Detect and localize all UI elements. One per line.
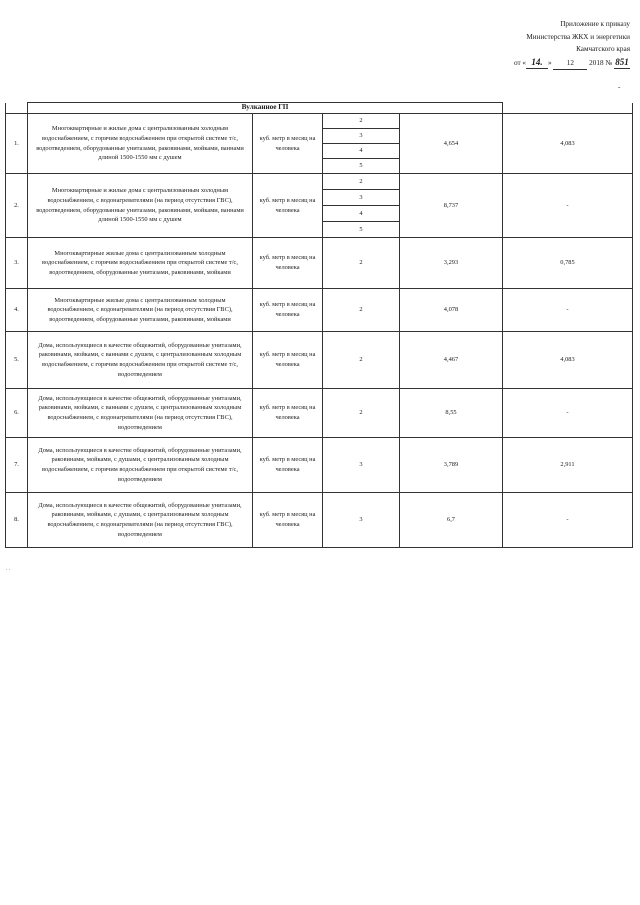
order-year: 2018 № <box>589 58 613 67</box>
housing-type-description: Многоквартирные и жилые дома с централизованным холодным водоснабжением, с горячим водоснабжением при открытой системе т/с, водоотведением, оборудованные унитазами, раковинами, мойками, ваннами длиной 1500-1550 мм с душем <box>28 114 253 174</box>
norm-value-2: - <box>503 174 633 238</box>
persons-count: 5 <box>323 222 400 238</box>
persons-count: 2 <box>323 389 400 438</box>
norm-value-1: 3,293 <box>400 238 503 289</box>
persons-count: 5 <box>323 159 400 174</box>
norms-table <box>5 102 633 548</box>
row-number: 8. <box>6 493 28 548</box>
table-row <box>6 438 633 493</box>
document-header <box>514 18 630 70</box>
norm-value-1: 6,7 <box>400 493 503 548</box>
persons-count: 2 <box>323 332 400 389</box>
persons-count: 2 <box>323 174 400 190</box>
norm-value-2: 2,911 <box>503 438 633 493</box>
persons-count: 4 <box>323 206 400 222</box>
unit-of-measure: куб. метр в месяц на человека <box>253 438 323 493</box>
norm-value-2: - <box>503 389 633 438</box>
persons-count: 3 <box>323 438 400 493</box>
persons-count: 3 <box>323 493 400 548</box>
order-number: 851 <box>614 56 630 70</box>
norm-value-2: 4,083 <box>503 332 633 389</box>
spacer-cell <box>6 103 28 114</box>
housing-type-description: Многоквартирные жилые дома с централизованным холодным водоснабжением, с водонагревателями (на период отсутствия ГВС), водоотведением, оборудованные унитазами, раковинами, мойками <box>28 289 253 332</box>
spacer-cell <box>503 103 633 114</box>
date-prefix: от <box>513 58 521 67</box>
section-title: Вулканное ГП <box>28 103 503 114</box>
table-row <box>6 114 633 129</box>
header-line-2: Министерства ЖКХ и энергетики <box>526 32 630 41</box>
housing-type-description: Дома, использующиеся в качестве общежитий, оборудованные унитазами, раковинами, мойками, с ваннами с душем, с централизованным холодным водоснабжением, с горячим водоснабжением при открытой системе т/с, водоотведением <box>28 332 253 389</box>
housing-type-description: Дома, использующиеся в качестве общежитий, оборудованные унитазами, раковинами, мойками, с душами, с централизованным холодным водоснабжением, с горячим водоснабжением при открытой системе т/с, водоотведением <box>28 438 253 493</box>
header-line-1: Приложение к приказу <box>560 20 630 28</box>
norm-value-2: - <box>503 289 633 332</box>
margin-mark: - <box>618 83 621 91</box>
norm-value-2: 0,785 <box>503 238 633 289</box>
row-number: 6. <box>6 389 28 438</box>
table-row <box>6 289 633 332</box>
table-row <box>6 389 633 438</box>
order-day: 14. <box>526 56 548 70</box>
norm-value-2: 4,083 <box>503 114 633 174</box>
norm-value-2: - <box>503 493 633 548</box>
unit-of-measure: куб. метр в месяц на человека <box>253 332 323 389</box>
norm-value-1: 4,467 <box>400 332 503 389</box>
row-number: 2. <box>6 174 28 238</box>
section-row <box>6 103 633 114</box>
persons-count: 2 <box>323 114 400 129</box>
row-number: 3. <box>6 238 28 289</box>
norm-value-1: 8,737 <box>400 174 503 238</box>
table-row <box>6 238 633 289</box>
table-row <box>6 332 633 389</box>
order-month: 12 <box>553 57 587 71</box>
persons-count: 2 <box>323 238 400 289</box>
unit-of-measure: куб. метр в месяц на человека <box>253 493 323 548</box>
norm-value-1: 8,55 <box>400 389 503 438</box>
table-row <box>6 174 633 190</box>
unit-of-measure: куб. метр в месяц на человека <box>253 174 323 238</box>
footer-mark: . . <box>6 566 11 572</box>
persons-count: 2 <box>323 289 400 332</box>
persons-count: 4 <box>323 144 400 159</box>
row-number: 4. <box>6 289 28 332</box>
norm-value-1: 4,078 <box>400 289 503 332</box>
row-number: 1. <box>6 114 28 174</box>
housing-type-description: Дома, использующиеся в качестве общежитий, оборудованные унитазами, раковинами, мойками, с душами, с централизованным холодным водоснабжением, с водонагревателями (на период отсутствия ГВС), водоотведением <box>28 493 253 548</box>
table-row <box>6 493 633 548</box>
persons-count: 3 <box>323 129 400 144</box>
order-date-line: от « 14. » 12 2018 № 851 <box>514 56 630 71</box>
unit-of-measure: куб. метр в месяц на человека <box>253 289 323 332</box>
unit-of-measure: куб. метр в месяц на человека <box>253 238 323 289</box>
unit-of-measure: куб. метр в месяц на человека <box>253 114 323 174</box>
persons-count: 3 <box>323 190 400 206</box>
housing-type-description: Многоквартирные жилые дома с централизованным холодным водоснабжением, с горячим водоснабжением при открытой системе т/с, водоотведением, оборудованные унитазами, раковинами, мойками <box>28 238 253 289</box>
housing-type-description: Многоквартирные и жилые дома с централизованным холодным водоснабжением, с водонагревателями (на период отсутствия ГВС), водоотведением, оборудованные унитазами, раковинами, мойками, ваннами длиной 1500-1550 мм с душем <box>28 174 253 238</box>
row-number: 5. <box>6 332 28 389</box>
row-number: 7. <box>6 438 28 493</box>
housing-type-description: Дома, использующиеся в качестве общежитий, оборудованные унитазами, раковинами, мойками, с ваннами с душем, с централизованным холодным водоснабжением, с водонагревателями (на период отсутствия ГВС), водоотведением <box>28 389 253 438</box>
norm-value-1: 4,654 <box>400 114 503 174</box>
norm-value-1: 3,789 <box>400 438 503 493</box>
unit-of-measure: куб. метр в месяц на человека <box>253 389 323 438</box>
header-line-3: Камчатского края <box>576 45 630 53</box>
